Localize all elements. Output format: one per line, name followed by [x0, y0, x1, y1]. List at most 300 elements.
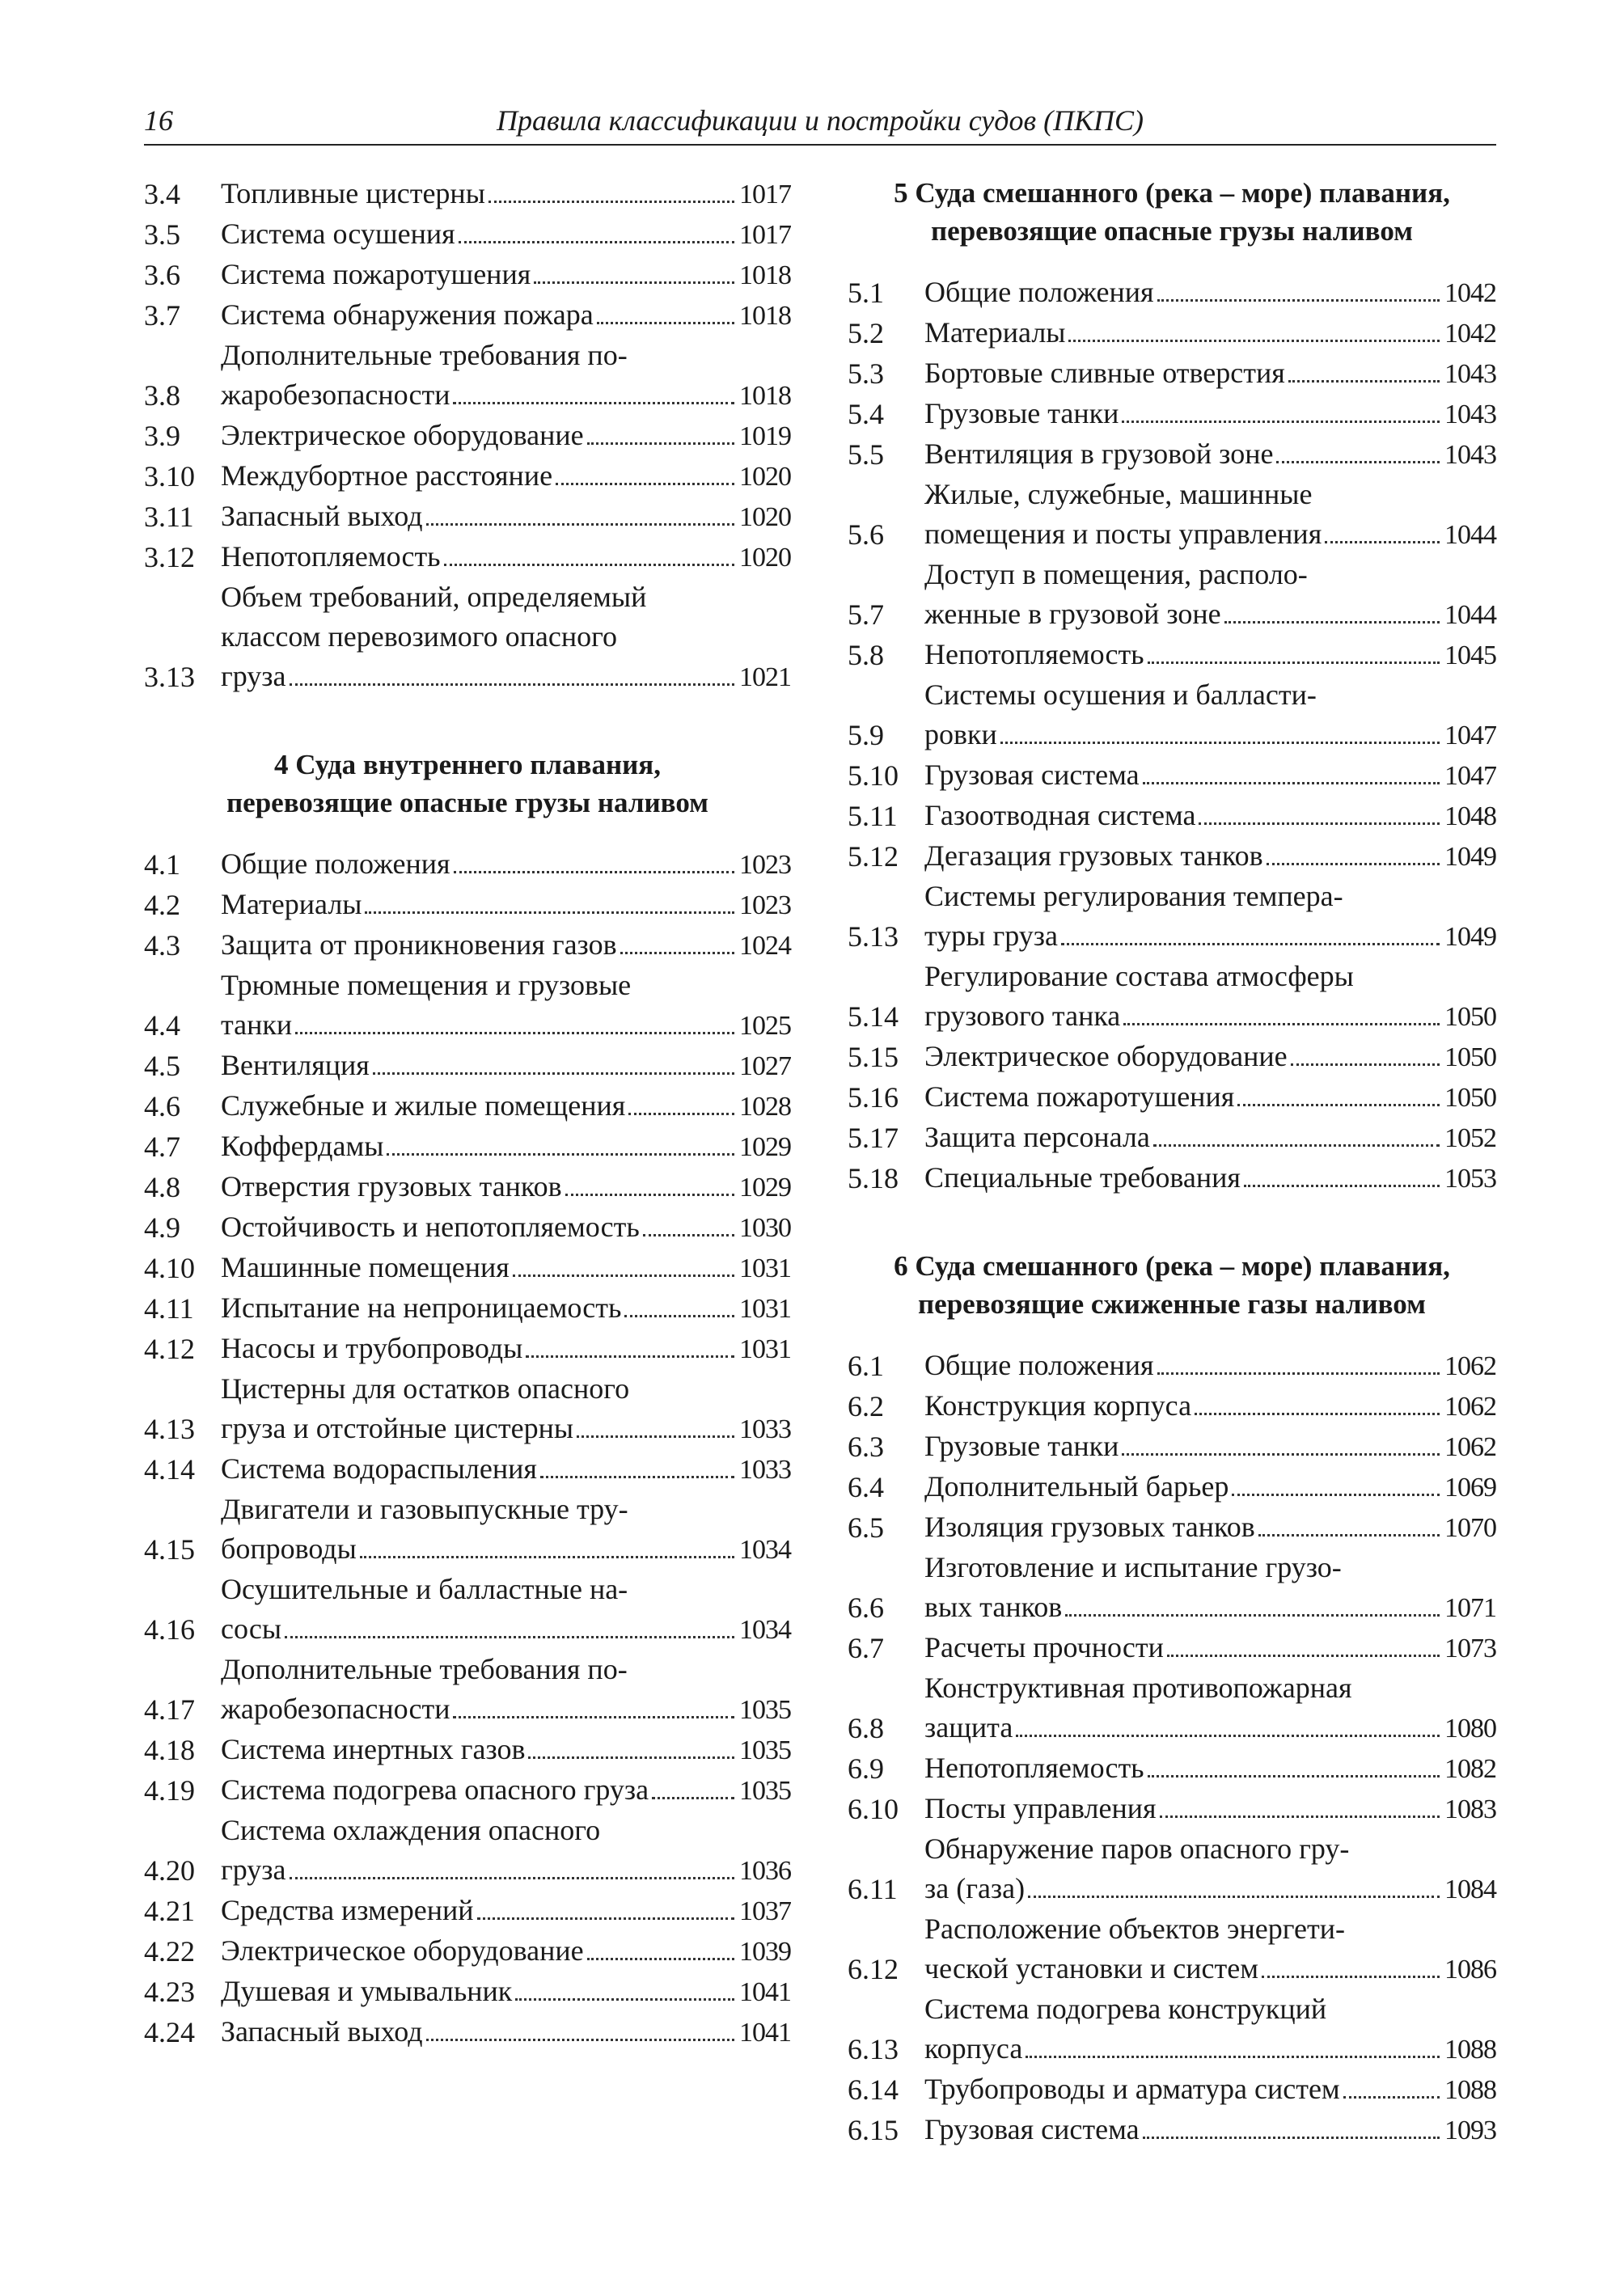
dot-leader [290, 683, 735, 686]
toc-page-number: 1018 [739, 301, 791, 331]
toc-entry-title: Электрическое оборудование [924, 1040, 1288, 1072]
toc-entry-title: груза и отстойные цистерны [221, 1412, 574, 1444]
toc-entry[interactable] [848, 957, 1496, 1037]
dot-leader [373, 1072, 734, 1075]
toc-entry[interactable] [848, 1346, 1496, 1386]
toc-entry[interactable] [848, 1118, 1496, 1158]
dot-leader [1237, 1103, 1440, 1106]
toc-entry-number: 6.10 [848, 1793, 899, 1825]
toc-entry-title: Система осушения [221, 218, 455, 250]
toc-list-section-5 [848, 273, 1496, 1198]
toc-entry-number: 6.8 [848, 1712, 884, 1744]
toc-entry[interactable] [848, 675, 1496, 755]
toc-entry-body [221, 255, 791, 295]
dot-leader [597, 321, 734, 324]
toc-entry-title: Специальные требования [924, 1161, 1241, 1194]
dot-leader [587, 1957, 734, 1960]
toc-entry-body [221, 1086, 791, 1126]
toc-entry-number: 3.7 [144, 299, 180, 332]
toc-entry-title: Регулирование состава атмосферы [924, 960, 1354, 992]
toc-entry-number: 4.22 [144, 1935, 195, 1968]
dot-leader [1160, 1815, 1440, 1818]
toc-page-number: 1062 [1444, 1432, 1496, 1462]
toc-entry-number: 4.9 [144, 1211, 180, 1244]
page-header [144, 104, 1496, 146]
toc-entry-body [221, 1972, 791, 2012]
dot-leader [1291, 1063, 1440, 1066]
toc-entry-number: 5.12 [848, 840, 899, 873]
toc-entry[interactable] [848, 1829, 1496, 1909]
toc-page-number: 1071 [1444, 1593, 1496, 1623]
toc-entry[interactable] [848, 1037, 1496, 1077]
toc-entry-body [221, 1369, 791, 1449]
toc-page-number: 1042 [1444, 319, 1496, 349]
dot-leader [426, 522, 734, 526]
dot-leader [534, 281, 734, 284]
toc-entry-title: сосы [221, 1613, 282, 1645]
dot-leader [624, 1314, 734, 1317]
toc-page-number: 1073 [1444, 1634, 1496, 1663]
toc-entry[interactable] [144, 1046, 791, 1086]
toc-page-number: 1019 [739, 421, 791, 451]
dot-leader [1232, 1493, 1440, 1496]
toc-entry-title: ческой установки и систем [924, 1952, 1259, 1985]
toc-entry[interactable] [144, 1329, 791, 1369]
toc-entry[interactable] [848, 755, 1496, 796]
toc-entry-title: Непотопляемость [221, 540, 441, 573]
toc-entry-body [924, 1118, 1496, 1158]
toc-entry-body [924, 1989, 1496, 2069]
toc-list-section-3 [144, 174, 791, 697]
toc-entry[interactable] [144, 255, 791, 295]
toc-entry-body [221, 1207, 791, 1248]
toc-entry-body [924, 353, 1496, 394]
dot-leader [1262, 1975, 1440, 1978]
toc-page-number: 1024 [739, 931, 791, 961]
toc-entry-title: Междубортное расстояние [221, 459, 553, 492]
toc-entry[interactable] [848, 1158, 1496, 1198]
toc-entry-number: 3.5 [144, 218, 180, 251]
toc-entry-title: Двигатели и газовыпускные тру- [221, 1493, 628, 1525]
toc-page-number: 1083 [1444, 1794, 1496, 1824]
toc-entry-number: 3.13 [144, 661, 195, 693]
toc-entry[interactable] [848, 1077, 1496, 1118]
toc-entry[interactable] [144, 1730, 791, 1770]
toc-page-number: 1050 [1444, 1042, 1496, 1072]
toc-entry-number: 5.7 [848, 598, 884, 631]
toc-entry-number: 5.10 [848, 759, 899, 792]
dot-leader [1065, 1613, 1440, 1617]
toc-entry-body [924, 1037, 1496, 1077]
dot-leader [488, 200, 734, 203]
toc-entry[interactable] [144, 174, 791, 214]
toc-entry-number: 4.7 [144, 1131, 180, 1163]
section-heading-line: перевозящие сжиженные газы наливом [918, 1288, 1426, 1320]
toc-entry-body [924, 273, 1496, 313]
dot-leader [360, 1555, 734, 1558]
toc-entry[interactable] [144, 416, 791, 456]
toc-entry-body [221, 497, 791, 537]
toc-entry[interactable] [848, 1427, 1496, 1467]
toc-entry-title: Грузовая система [924, 2113, 1140, 2145]
toc-entry[interactable] [144, 1288, 791, 1329]
toc-page-number: 1020 [739, 462, 791, 492]
toc-page-number: 1018 [739, 381, 791, 411]
section-4-heading [144, 746, 791, 822]
toc-entry[interactable] [144, 336, 791, 416]
toc-entry[interactable] [144, 1770, 791, 1811]
toc-entry[interactable] [848, 635, 1496, 675]
toc-entry-title: Остойчивость и непотопляемость [221, 1211, 640, 1243]
toc-entry-title: Материалы [221, 888, 362, 920]
toc-entry-number: 4.12 [144, 1333, 195, 1365]
toc-page-number: 1039 [739, 1937, 791, 1967]
toc-entry[interactable] [144, 1972, 791, 2012]
toc-entry-body [924, 1789, 1496, 1829]
toc-page-number: 1043 [1444, 399, 1496, 429]
toc-entry-body [924, 877, 1496, 957]
toc-entry-title: Коффердамы [221, 1130, 384, 1162]
dot-leader [1148, 661, 1440, 664]
toc-entry-title: классом перевозимого опасного [221, 620, 617, 653]
toc-page-number: 1031 [739, 1334, 791, 1364]
toc-entry-body [924, 1158, 1496, 1198]
toc-entry[interactable] [144, 1811, 791, 1891]
section-heading-line: перевозящие опасные грузы наливом [931, 215, 1413, 247]
dot-leader [1143, 2136, 1440, 2139]
toc-entry-number: 6.9 [848, 1752, 884, 1785]
toc-entry[interactable] [144, 1490, 791, 1570]
toc-entry-number: 4.6 [144, 1090, 180, 1122]
dot-leader [1199, 822, 1440, 825]
toc-page-number: 1033 [739, 1414, 791, 1444]
toc-entry[interactable] [144, 497, 791, 537]
toc-entry-title: Дополнительные требования по- [221, 1653, 628, 1685]
toc-entry-body [221, 537, 791, 577]
toc-page-number: 1042 [1444, 278, 1496, 308]
dot-leader [444, 563, 734, 566]
dot-leader [1123, 1022, 1440, 1025]
toc-entry[interactable] [144, 1369, 791, 1449]
toc-entry[interactable] [848, 313, 1496, 353]
toc-entry-number: 4.17 [144, 1693, 195, 1726]
toc-entry[interactable] [144, 1126, 791, 1167]
toc-entry-title: Доступ в помещения, располо- [924, 558, 1308, 590]
toc-entry-body [924, 1346, 1496, 1386]
toc-entry[interactable] [848, 555, 1496, 635]
dot-leader [1143, 781, 1440, 784]
toc-entry-body [221, 1329, 791, 1369]
toc-entry-title: Система охлаждения опасного [221, 1814, 601, 1846]
dot-leader [515, 1997, 734, 2001]
toc-entry-title: Материалы [924, 316, 1066, 349]
toc-entry-number: 4.4 [144, 1009, 180, 1042]
toc-entry-title: груза [221, 1854, 286, 1886]
toc-entry[interactable] [848, 475, 1496, 555]
toc-entry[interactable] [848, 353, 1496, 394]
dot-leader [295, 1031, 734, 1034]
toc-entry-body [924, 1077, 1496, 1118]
toc-entry-title: Расчеты прочности [924, 1631, 1164, 1663]
toc-page-number: 1052 [1444, 1123, 1496, 1153]
toc-entry-number: 6.13 [848, 2033, 899, 2065]
toc-entry[interactable] [144, 1248, 791, 1288]
toc-entry-title: Изготовление и испытание грузо- [924, 1551, 1342, 1583]
toc-entry-body [221, 416, 791, 456]
toc-entry-body [221, 925, 791, 966]
toc-entry-number: 3.6 [144, 259, 180, 291]
toc-entry-title: помещения и посты управления [924, 518, 1322, 550]
toc-entry-title: Изоляция грузовых танков [924, 1511, 1255, 1543]
dot-leader [1276, 460, 1440, 463]
toc-entry-body [924, 1467, 1496, 1507]
toc-entry-body [221, 1730, 791, 1770]
toc-entry-title: Система пожаротушения [924, 1080, 1235, 1113]
toc-page-number: 1034 [739, 1615, 791, 1645]
toc-page-number: 1023 [739, 850, 791, 880]
toc-entry[interactable] [144, 456, 791, 497]
toc-entry-number: 4.21 [144, 1895, 195, 1927]
toc-entry-title: Дегазация грузовых танков [924, 839, 1263, 872]
toc-page-number: 1043 [1444, 359, 1496, 389]
toc-entry-title: ровки [924, 718, 997, 750]
toc-entry-number: 4.24 [144, 2016, 195, 2048]
toc-entry[interactable] [848, 1909, 1496, 1989]
dot-leader [1061, 942, 1440, 945]
toc-entry-number: 6.7 [848, 1632, 884, 1664]
dot-leader [1016, 1734, 1440, 1737]
toc-entry-number: 5.13 [848, 920, 899, 953]
toc-entry-body [924, 1628, 1496, 1668]
dot-leader [387, 1152, 734, 1156]
toc-entry[interactable] [144, 1449, 791, 1490]
dot-leader [565, 1193, 734, 1196]
toc-entry-body [221, 1288, 791, 1329]
toc-entry[interactable] [848, 1386, 1496, 1427]
toc-entry-number: 4.19 [144, 1774, 195, 1807]
toc-entry-title: жаробезопасности [221, 1693, 450, 1725]
toc-entry-body [924, 2110, 1496, 2150]
toc-entry-title: Непотопляемость [924, 638, 1144, 670]
toc-entry-number: 5.17 [848, 1122, 899, 1154]
toc-entry[interactable] [848, 273, 1496, 313]
toc-entry[interactable] [144, 925, 791, 966]
dot-leader [526, 1355, 734, 1358]
toc-entry-title: Запасный выход [221, 500, 423, 532]
toc-entry[interactable] [144, 1931, 791, 1972]
toc-entry-body [221, 1891, 791, 1931]
toc-entry-body [924, 394, 1496, 434]
toc-entry[interactable] [848, 1789, 1496, 1829]
toc-entry-body [924, 475, 1496, 555]
toc-page-number: 1050 [1444, 1002, 1496, 1032]
toc-entry-number: 5.3 [848, 357, 884, 390]
toc-page-number: 1037 [739, 1896, 791, 1926]
toc-page-number: 1035 [739, 1735, 791, 1765]
toc-page-number: 1049 [1444, 922, 1496, 952]
dot-leader [577, 1435, 734, 1438]
toc-entry-body [924, 755, 1496, 796]
dot-leader [1288, 379, 1440, 383]
dot-leader [1157, 1372, 1440, 1375]
toc-entry[interactable] [144, 1167, 791, 1207]
toc-entry-number: 5.16 [848, 1081, 899, 1114]
toc-entry-body [924, 2069, 1496, 2110]
toc-entry-number: 4.11 [144, 1292, 194, 1325]
toc-page-number: 1084 [1444, 1875, 1496, 1904]
toc-page-number: 1029 [739, 1173, 791, 1203]
section-heading-line: 4 Суда внутреннего плавания, [274, 749, 661, 780]
toc-entry-body [221, 1126, 791, 1167]
toc-entry-title: Насосы и трубопроводы [221, 1332, 523, 1364]
toc-entry[interactable] [848, 796, 1496, 836]
toc-entry-title: грузового танка [924, 1000, 1121, 1032]
toc-entry[interactable] [144, 844, 791, 885]
toc-entry[interactable] [848, 1668, 1496, 1748]
toc-entry[interactable] [144, 1650, 791, 1730]
dot-leader [1122, 420, 1440, 423]
toc-entry[interactable] [848, 2110, 1496, 2150]
toc-page-number: 1080 [1444, 1714, 1496, 1744]
toc-entry-title: Объем требований, определяемый [221, 581, 647, 613]
toc-entry[interactable] [848, 2069, 1496, 2110]
toc-entry[interactable] [144, 966, 791, 1046]
toc-entry-body [924, 957, 1496, 1037]
dot-leader [1157, 298, 1440, 302]
dot-leader [1153, 1143, 1440, 1147]
toc-entry-title: Электрическое оборудование [221, 1934, 584, 1967]
dot-leader [652, 1796, 734, 1799]
toc-page-number: 1053 [1444, 1164, 1496, 1194]
section-6-heading [848, 1247, 1496, 1323]
dot-leader [285, 1635, 734, 1638]
toc-entry[interactable] [144, 1086, 791, 1126]
toc-entry-body [924, 635, 1496, 675]
toc-entry[interactable] [144, 214, 791, 255]
toc-entry[interactable] [144, 577, 791, 697]
toc-entry-title: Топливные цистерны [221, 177, 485, 209]
toc-entry-title: Защита персонала [924, 1121, 1150, 1153]
toc-entry[interactable] [848, 1507, 1496, 1548]
toc-entry-title: Вентиляция [221, 1049, 370, 1081]
dot-leader [556, 482, 734, 485]
toc-entry-number: 4.20 [144, 1854, 195, 1887]
toc-entry-title: Система инертных газов [221, 1733, 526, 1765]
toc-entry-number: 5.11 [848, 800, 898, 832]
toc-entry-body [221, 456, 791, 497]
toc-entry-body [221, 1570, 791, 1650]
toc-entry-number: 4.5 [144, 1050, 180, 1082]
dot-leader [1167, 1654, 1440, 1657]
toc-right-column [848, 174, 1496, 2150]
toc-entry-title: Общие положения [221, 848, 450, 880]
toc-entry-title: Система водораспыления [221, 1452, 537, 1485]
toc-entry-title: Обнаружение паров опасного гру- [924, 1832, 1350, 1865]
toc-entry-title: женные в грузовой зоне [924, 598, 1221, 630]
toc-page-number: 1017 [739, 220, 791, 250]
dot-leader [540, 1475, 734, 1478]
toc-entry[interactable] [848, 1467, 1496, 1507]
toc-entry-title: Отверстия грузовых танков [221, 1170, 562, 1203]
toc-page-number: 1035 [739, 1695, 791, 1725]
toc-entry-body [221, 885, 791, 925]
dot-leader [620, 951, 734, 954]
toc-entry[interactable] [144, 295, 791, 336]
toc-entry-number: 6.3 [848, 1431, 884, 1463]
toc-entry-title: туры груза [924, 919, 1058, 952]
toc-entry-body [221, 1650, 791, 1730]
toc-entry-body [221, 295, 791, 336]
toc-entry-body [221, 1770, 791, 1811]
toc-entry-title: Запасный выход [221, 2015, 423, 2048]
toc-page-number: 1028 [739, 1092, 791, 1122]
toc-entry-title: Душевая и умывальник [221, 1975, 513, 2007]
toc-entry-number: 6.15 [848, 2114, 899, 2146]
toc-page-number: 1049 [1444, 842, 1496, 872]
toc-entry-number: 3.8 [144, 379, 180, 412]
toc-entry-title: Цистерны для остатков опасного [221, 1372, 630, 1405]
toc-page-number: 1027 [739, 1051, 791, 1081]
dot-leader [1343, 2095, 1440, 2099]
toc-entry-number: 3.11 [144, 501, 194, 533]
toc-entry-body [221, 577, 791, 697]
toc-entry[interactable] [144, 1207, 791, 1248]
toc-entry-title: Общие положения [924, 276, 1154, 308]
toc-entry-title: Дополнительные требования по- [221, 339, 628, 371]
toc-page-number: 1020 [739, 502, 791, 532]
toc-entry-title: Трюмные помещения и грузовые [221, 969, 632, 1001]
toc-entry[interactable] [848, 434, 1496, 475]
toc-entry[interactable] [848, 1989, 1496, 2069]
page-number: 16 [144, 104, 173, 137]
toc-entry-body [924, 313, 1496, 353]
toc-entry[interactable] [848, 1748, 1496, 1789]
toc-entry[interactable] [848, 877, 1496, 957]
toc-page-number: 1020 [739, 543, 791, 573]
toc-entry-title: Системы регулирования темпера- [924, 880, 1343, 912]
toc-page-number: 1088 [1444, 2075, 1496, 2105]
toc-entry-title: Непотопляемость [924, 1752, 1144, 1784]
toc-entry-body [924, 555, 1496, 635]
toc-entry-body [221, 1248, 791, 1288]
toc-page-number: 1045 [1444, 640, 1496, 670]
toc-entry-body [924, 1548, 1496, 1628]
toc-entry-number: 6.5 [848, 1511, 884, 1544]
toc-page-number: 1093 [1444, 2116, 1496, 2145]
toc-entry[interactable] [848, 394, 1496, 434]
toc-entry-title: Трубопроводы и арматура систем [924, 2073, 1340, 2105]
toc-entry[interactable] [848, 1628, 1496, 1668]
toc-entry[interactable] [144, 537, 791, 577]
toc-entry[interactable] [848, 1548, 1496, 1628]
toc-entry-body [924, 1668, 1496, 1748]
toc-entry-title: корпуса [924, 2032, 1023, 2065]
dot-leader [454, 870, 734, 873]
toc-entry[interactable] [144, 1570, 791, 1650]
toc-entry[interactable] [848, 836, 1496, 877]
toc-entry[interactable] [144, 885, 791, 925]
dot-leader [1028, 1895, 1440, 1898]
toc-entry-title: груза [221, 660, 286, 692]
toc-entry[interactable] [144, 2012, 791, 2052]
toc-entry-number: 5.8 [848, 639, 884, 671]
toc-entry-title: Электрическое оборудование [221, 419, 584, 451]
toc-entry[interactable] [144, 1891, 791, 1931]
toc-page-number: 1030 [739, 1213, 791, 1243]
toc-entry-body [924, 434, 1496, 475]
toc-page-number: 1021 [739, 662, 791, 692]
toc-entry-number: 4.18 [144, 1734, 195, 1766]
